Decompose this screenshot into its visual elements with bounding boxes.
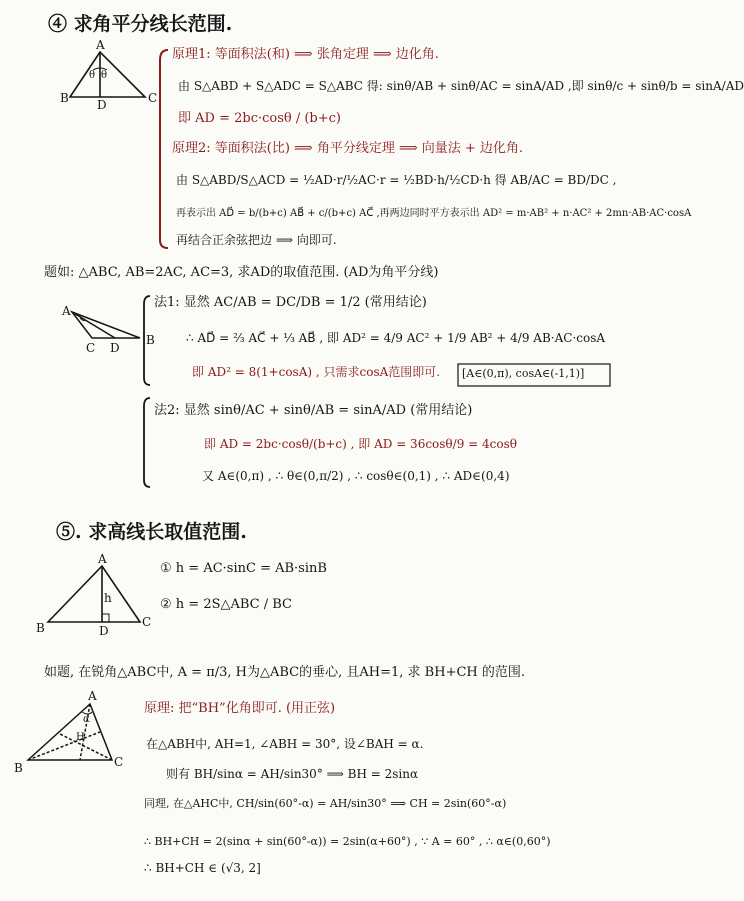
example2-line-5: ∴ BH+CH ∈ (√3, 2]	[144, 861, 261, 875]
fig-ex1-label-d: D	[110, 341, 120, 355]
fig-ex2-label-h: H	[76, 732, 85, 743]
principle-2-end: 再结合正余弦把边 ⟹ 向即可.	[176, 233, 337, 247]
fig4-angle-1: θ	[89, 70, 96, 81]
fig-ex2-label-c: C	[114, 755, 124, 769]
example2-principle: 原理: 把“BH”化角即可. (用正弦)	[144, 701, 336, 716]
example1-triangle-figure	[72, 312, 140, 338]
method-1: 法1: 显然 AC/AB = DC/DB = 1/2 (常用结论)	[154, 295, 427, 310]
example2-line-3: 同理, 在△AHC中, CH/sin(60°-α) = AH/sin30° ⟹ CH = 2sin(60°-α)	[144, 797, 507, 810]
fig4-label-c: C	[148, 91, 158, 105]
fig-ex1-label-c: C	[86, 341, 96, 355]
altitude-triangle-figure	[48, 566, 140, 622]
fig-ex2-label-alpha: α	[83, 714, 90, 725]
section4-title: ④ 求角平分线长范围.	[48, 13, 233, 35]
example2-line-4: ∴ BH+CH = 2(sinα + sin(60°-α)) = 2sin(α+60°) , ∵ A = 60° , ∴ α∈(0,60°)	[144, 835, 551, 848]
fig4-label-b: B	[60, 91, 69, 105]
altitude-formula-1: ① h = AC·sinC = AB·sinB	[160, 561, 327, 576]
principle-2-vector: 再表示出 AD⃗ = b/(b+c) AB⃗ + c/(b+c) AC⃗ ,再两边同时平方表示出 AD² = m·AB² + n·AC² + 2mn·AB·AC·cosA	[176, 208, 692, 219]
method-1-step-a: ∴ AD⃗ = ⅔ AC⃗ + ⅓ AB⃗ , 即 AD² = 4/9 AC² + 1/9 AB² + 4/9 AB·AC·cosA	[186, 331, 606, 345]
section4-bracket	[160, 50, 168, 248]
principle-2-equation: 由 S△ABD/S△ACD = ½AD·r/½AC·r = ½BD·h/½CD·h 得 AB/AC = BD/DC ,	[176, 173, 617, 187]
fig-ex1-label-b: B	[146, 333, 155, 347]
method-2-step-a: 即 AD = 2bc·cosθ/(b+c) , 即 AD = 36cosθ/9 = 4cosθ	[204, 437, 517, 451]
principle-1-result: 即 AD = 2bc·cosθ / (b+c)	[178, 111, 341, 126]
principle-1: 原理1: 等面积法(和) ⟹ 张角定理 ⟹ 边化角.	[172, 47, 439, 62]
fig4-label-a: A	[96, 38, 105, 52]
example1-bracket-2	[144, 398, 150, 487]
orthocenter-triangle-figure	[28, 704, 112, 760]
method-1-step-b: 即 AD² = 8(1+cosA) , 只需求cosA范围即可.	[192, 365, 441, 379]
method-2: 法2: 显然 sinθ/AC + sinθ/AB = sinA/AD (常用结论)	[154, 403, 473, 418]
method-1-range-box: [A∈(0,π), cosA∈(-1,1)]	[462, 367, 585, 380]
fig5-label-c: C	[142, 615, 152, 629]
principle-1-equation: 由 S△ABD + S△ADC = S△ABC 得: sinθ/AB + sinθ/AC = sinA/AD ,即 sinθ/c + sinθ/b = sinA/AD	[178, 79, 744, 93]
example2-line-1: 在△ABH中, AH=1, ∠ABH = 30°, 设∠BAH = α.	[146, 737, 424, 751]
altitude-formula-2: ② h = 2S△ABC / BC	[160, 597, 293, 612]
method-2-step-b: 又 A∈(0,π) , ∴ θ∈(0,π/2) , ∴ cosθ∈(0,1) , ∴ AD∈(0,4)	[202, 469, 510, 483]
example2-stem: 如题, 在锐角△ABC中, A = π/3, H为△ABC的垂心, 且AH=1, 求 BH+CH 的范围.	[44, 665, 526, 680]
fig-ex2-label-a: A	[88, 689, 97, 703]
fig5-label-h: h	[104, 591, 112, 605]
fig5-label-a: A	[98, 552, 107, 566]
principle-2: 原理2: 等面积法(比) ⟹ 角平分线定理 ⟹ 向量法 + 边化角.	[172, 141, 524, 156]
example1-stem: 题如: △ABC, AB=2AC, AC=3, 求AD的取值范围. (AD为角平分线)	[44, 265, 439, 280]
example2-line-2: 则有 BH/sinα = AH/sin30° ⟹ BH = 2sinα	[166, 767, 419, 781]
bisector-triangle-figure	[70, 52, 145, 97]
section5-title: ⑤. 求高线长取值范围.	[56, 521, 247, 543]
fig-ex1-label-a: A	[62, 304, 71, 318]
fig5-label-d: D	[99, 624, 109, 638]
fig-ex2-label-b: B	[14, 761, 23, 775]
fig4-label-d: D	[97, 98, 107, 112]
fig4-angle-2: θ	[101, 70, 108, 81]
fig5-label-b: B	[36, 621, 45, 635]
